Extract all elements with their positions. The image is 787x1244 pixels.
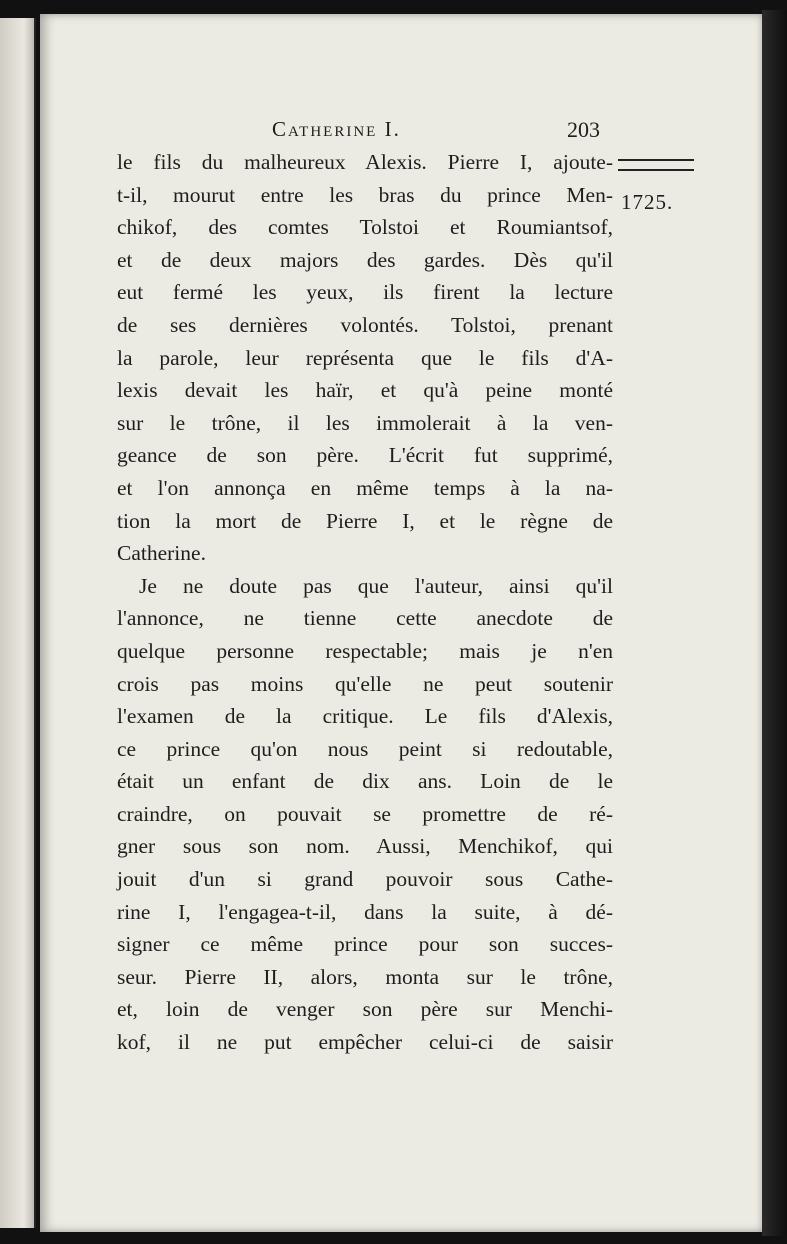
text-line: seur. Pierre II, alors, monta sur le trône, [117,964,613,989]
text-line: Je ne doute pas que l'auteur, ainsi qu'il [139,573,613,598]
text-line: était un enfant de dix ans. Loin de le [117,769,613,794]
text-line: la parole, leur représenta que le fils d'A- [117,345,613,370]
text-line: jouit d'un si grand pouvoir sous Cathe- [117,867,613,892]
text-line: l'examen de la critique. Le fils d'Alexis, [117,704,613,729]
text-line: tion la mort de Pierre I, et le règne de [117,508,613,533]
text-line: sur le trône, il les immolerait à la ven- [117,410,613,435]
text-line: ce prince qu'on nous peint si redoutable, [117,736,613,761]
text-line: rine I, l'engagea-t-il, dans la suite, à dé- [117,899,613,924]
facing-page-edge [0,18,36,1228]
text-line: t-il, mourut entre les bras du prince Men- [117,182,613,207]
text-line: Catherine. [117,541,206,566]
text-line: de ses dernières volontés. Tolstoi, prenant [117,312,613,337]
text-line: signer ce même prince pour son succes- [117,932,613,957]
text-line: l'annonce, ne tienne cette anecdote de [117,606,613,631]
book-edge-shadow [762,10,787,1236]
text-line: lexis devait les haïr, et qu'à peine monté [117,378,613,403]
text-line: kof, il ne put empêcher celui-ci de saisir [117,1030,613,1055]
running-title: Catherine I. [272,117,401,141]
text-line: et l'on annonça en même temps à la na- [117,475,613,500]
page-number: 203 [567,117,600,142]
text-line: le fils du malheureux Alexis. Pierre I, ajoute- [117,150,613,174]
text-line: eut fermé les yeux, ils firent la lecture [117,280,613,305]
text-line: chikof, des comtes Tolstoi et Roumiantsof, [117,215,613,240]
text-line: quelque personne respectable; mais je n'en [117,638,613,663]
book-page [40,14,762,1232]
margin-year-note: 1725. [621,190,674,214]
text-line: et, loin de venger son père sur Menchi- [117,997,613,1022]
text-line: craindre, on pouvait se promettre de ré- [117,801,613,826]
body-text [117,146,613,1059]
text-line: et de deux majors des gardes. Dès qu'il [117,247,613,272]
margin-double-rule [618,159,694,171]
text-line: crois pas moins qu'elle ne peut soutenir [117,671,613,696]
text-line: geance de son père. L'écrit fut supprimé, [117,443,613,468]
text-line: gner sous son nom. Aussi, Menchikof, qui [117,834,613,859]
running-head [40,117,762,149]
